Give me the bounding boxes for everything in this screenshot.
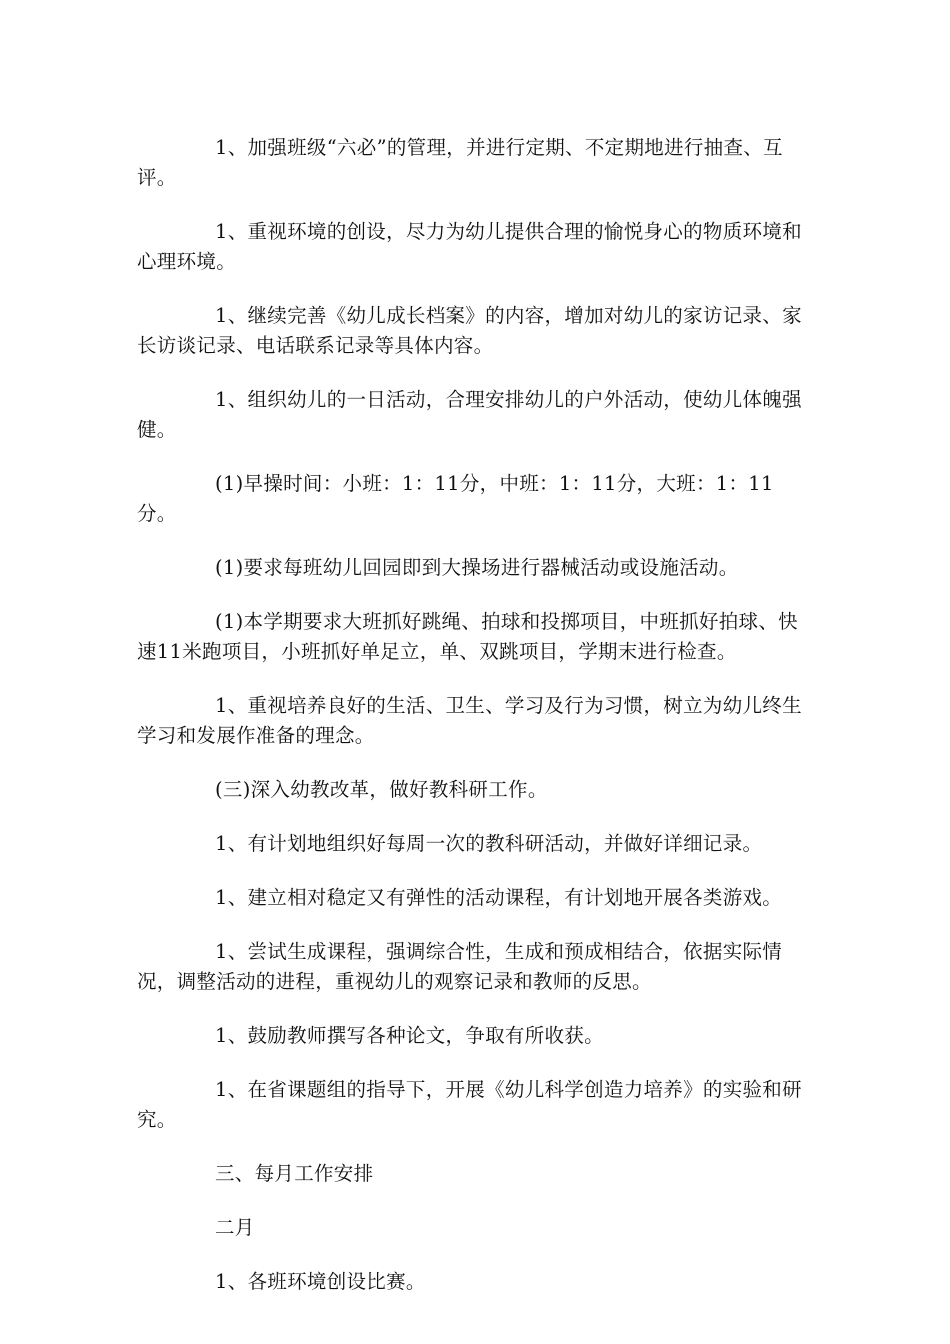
paragraph-environment: 1、重视环境的创设，尽力为幼儿提供合理的愉悦身心的物质环境和心理环境。 xyxy=(137,220,802,273)
paragraph-curriculum: 1、建立相对稳定又有弹性的活动课程，有计划地开展各类游戏。 xyxy=(215,886,783,909)
section-heading-monthly-plan: 三、每月工作安排 xyxy=(215,1162,374,1185)
paragraph-sports-items: (1)本学期要求大班抓好跳绳、拍球和投掷项目，中班抓好拍球、快速11米跑项目，小班抓好单足立，单、双跳项目，学期末进行检查。 xyxy=(137,610,798,663)
paragraph-habits: 1、重视培养良好的生活、卫生、学习及行为习惯，树立为幼儿终生学习和发展作准备的理念。 xyxy=(137,694,802,747)
paragraph-weekly-research: 1、有计划地组织好每周一次的教科研活动，并做好详细记录。 xyxy=(215,832,763,855)
paragraph-growth-archive: 1、继续完善《幼儿成长档案》的内容，增加对幼儿的家访记录、家长访谈记录、电话联系记录等具体内容。 xyxy=(137,304,802,357)
section-heading-reform: (三)深入幼教改革，做好教科研工作。 xyxy=(215,778,548,801)
paragraph-papers: 1、鼓励教师撰写各种论文，争取有所收获。 xyxy=(215,1024,604,1047)
paragraph-environment-contest: 1、各班环境创设比赛。 xyxy=(215,1270,426,1293)
document-body xyxy=(137,133,813,1321)
paragraph-class-rules: 1、加强班级“六必”的管理，并进行定期、不定期地进行抽查、互评。 xyxy=(137,136,783,189)
paragraph-daily-activities: 1、组织幼儿的一日活动，合理安排幼儿的户外活动，使幼儿体魄强健。 xyxy=(137,388,802,441)
paragraph-morning-exercise: (1)早操时间：小班：1：11分，中班：1：11分，大班：1：11分。 xyxy=(137,472,774,525)
month-heading-february: 二月 xyxy=(215,1216,255,1239)
paragraph-project: 1、在省课题组的指导下，开展《幼儿科学创造力培养》的实验和研究。 xyxy=(137,1078,802,1131)
paragraph-generative-curriculum: 1、尝试生成课程，强调综合性，生成和预成相结合，依据实际情况，调整活动的进程，重视幼儿的观察记录和教师的反思。 xyxy=(137,940,783,993)
paragraph-playground: (1)要求每班幼儿回园即到大操场进行器械活动或设施活动。 xyxy=(215,556,739,579)
